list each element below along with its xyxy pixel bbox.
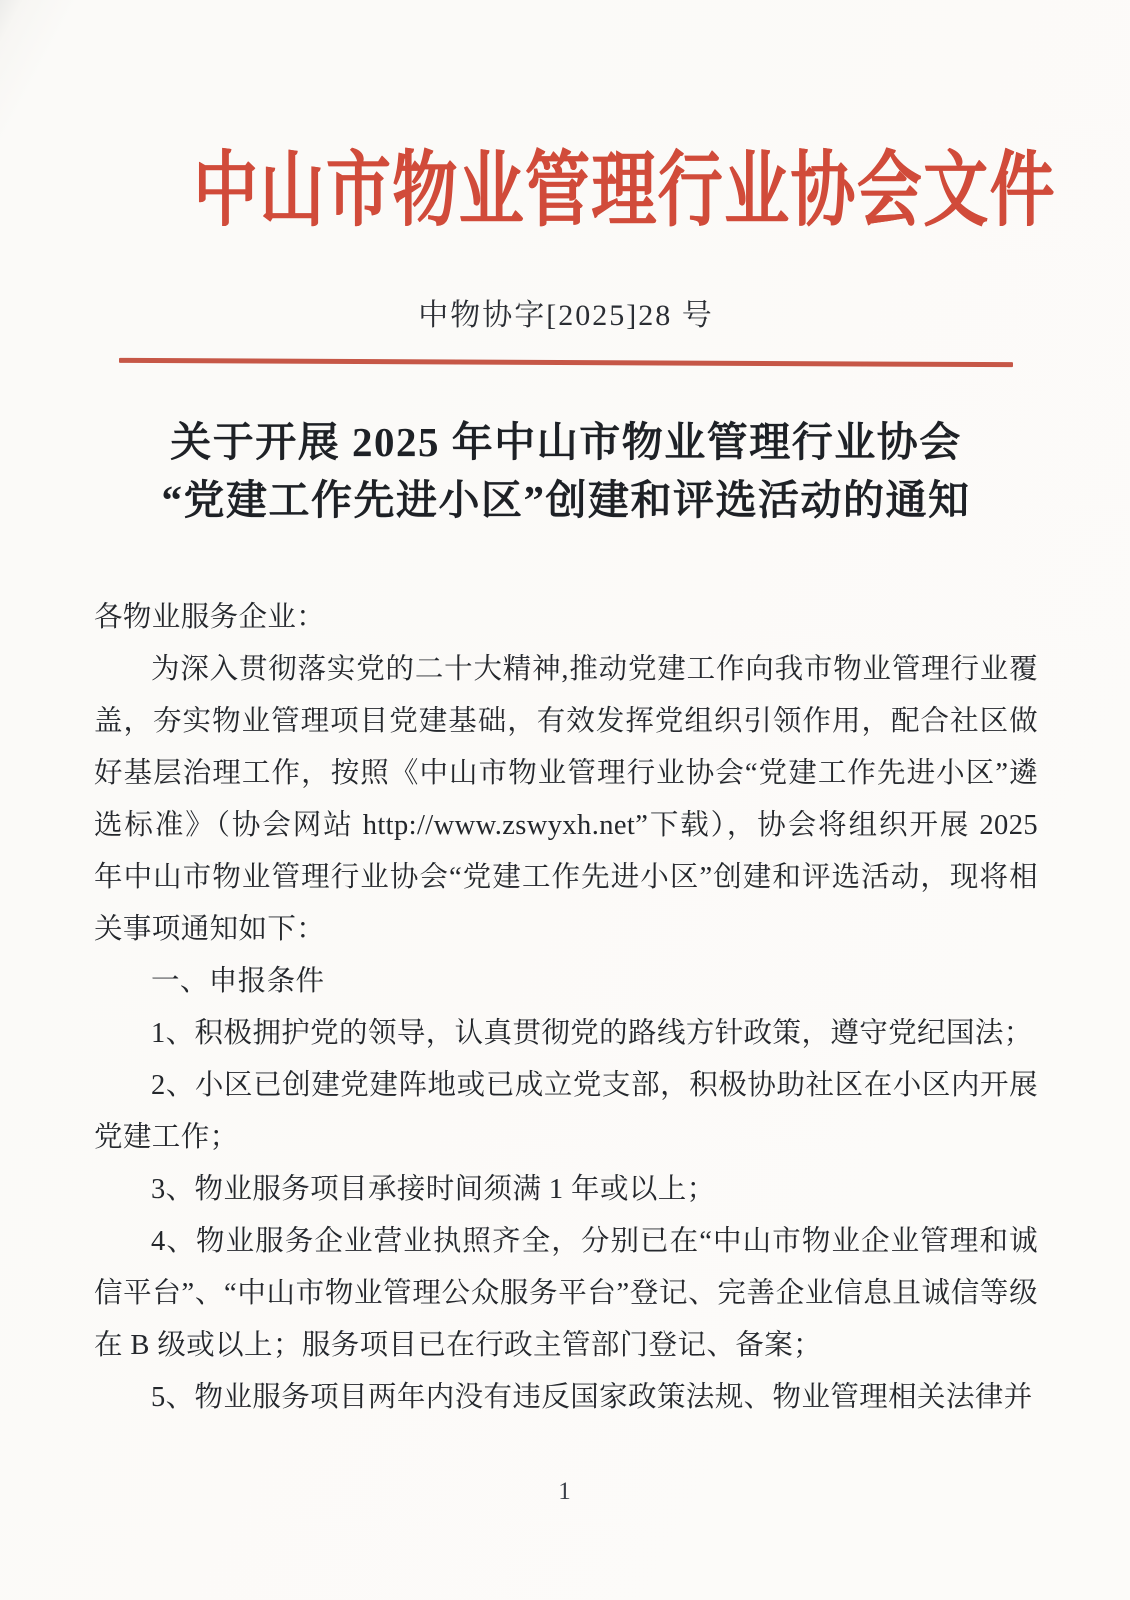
section-heading-application-conditions: 一、申报条件 xyxy=(151,965,325,997)
salutation: 各物业服务企业： xyxy=(94,601,326,633)
letterhead-title: 中山市物业管理行业协会文件 xyxy=(193,145,1056,236)
document-letterhead xyxy=(94,145,1056,365)
condition-item-4: 4、物业服务企业营业执照齐全，分别已在“中山市物业企业管理和诚信平台”、“中山市物业管理公众服务平台”登记、完善企业信息且诚信等级在 B 级或以上；服务项目已在行政主管部门登记、备案； xyxy=(94,1225,1038,1361)
condition-item-5: 5、物业服务项目两年内没有违反国家政策法规、物业管理相关法律并 xyxy=(151,1381,1033,1413)
document-body xyxy=(94,592,1038,1424)
condition-item-3: 3、物业服务项目承接时间须满 1 年或以上； xyxy=(151,1173,716,1205)
document-title-line1: 关于开展 2025 年中山市物业管理行业协会 xyxy=(170,419,962,466)
document-title-line2: “党建工作先进小区”创建和评选活动的通知 xyxy=(161,477,971,524)
condition-item-1: 1、积极拥护党的领导，认真贯彻党的路线方针政策，遵守党纪国法； xyxy=(151,1017,1033,1049)
page-number: 1 xyxy=(558,1478,572,1505)
paragraph-intro: 为深入贯彻落实党的二十大精神,推动党建工作向我市物业管理行业覆盖，夯实物业管理项目党建基础，有效发挥党组织引领作用，配合社区做好基层治理工作，按照《中山市物业管理行业协会“党建工作先进小区”遴选标准》（协会网站 http://www.zswyxh.net”下载），协会将组织开展 2025 年中山市物业管理行业协会“党建工作先进小区”创建和评选活动，现将相关事项通知如下： xyxy=(94,653,1038,945)
document-title xyxy=(94,413,1038,529)
page-footer xyxy=(0,1478,1130,1506)
condition-item-2: 2、小区已创建党建阵地或已成立党支部，积极协助社区在小区内开展党建工作； xyxy=(94,1069,1038,1153)
red-divider-line xyxy=(119,358,1013,367)
document-number: 中物协字[2025]28 号 xyxy=(418,299,714,333)
